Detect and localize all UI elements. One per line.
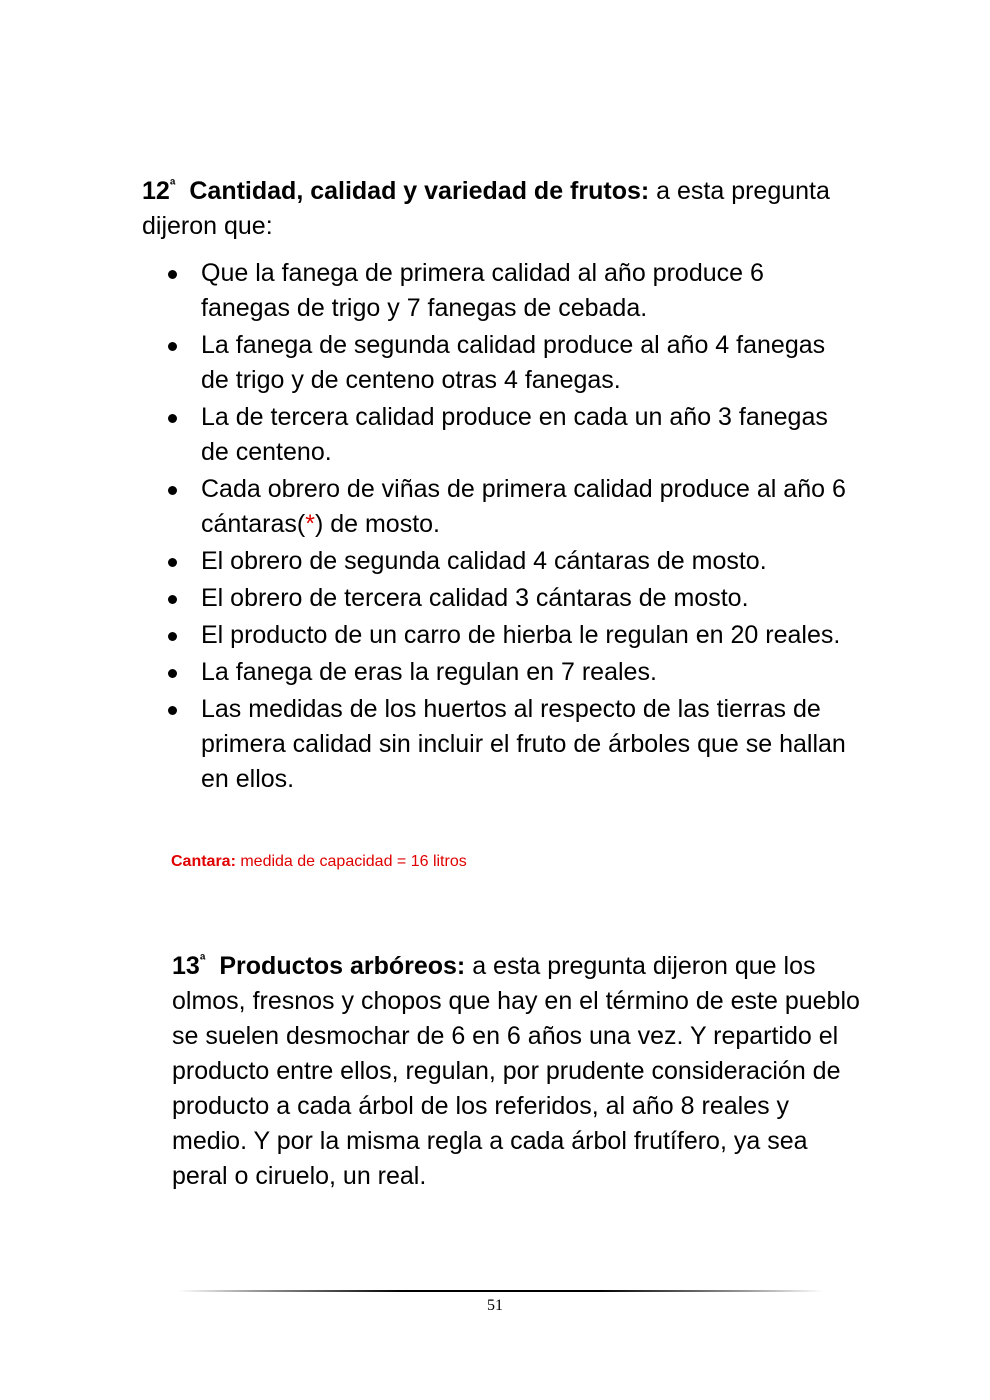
section-12-text: a esta pregunta dijeron que: (142, 177, 830, 240)
answer-list (168, 256, 858, 799)
list-item: Cada obrero de viñas de primera calidad produce al año 6 cántaras(*) de mosto. (168, 472, 858, 542)
section-13-heading: Productos arbóreos: (219, 952, 466, 980)
bullet-icon (168, 669, 177, 678)
section-12-number: $12^ª$ (142, 177, 176, 205)
bullet-icon (168, 632, 177, 641)
footnote-term: Cantara: (171, 853, 236, 870)
list-item: Que la fanega de primera calidad al año produce 6 fanegas de trigo y 7 fanegas de cebada. (168, 256, 858, 326)
section-13-text: a esta pregunta dijeron que los olmos, fresnos y chopos que hay en el término de este pueblo se suelen desmochar de 6 en 6 años una vez. Y repartido el producto entre ellos, regulan, por prudente consideración de producto a cada árbol de los referidos, al año 8 reales y medio. Y por la misma regla a cada árbol frutífero, ya sea peral o ciruelo, un real. (172, 952, 860, 1190)
page-number: 51 (487, 1297, 503, 1314)
bullet-icon (168, 486, 177, 495)
section-13-number: $13^ª$ (172, 952, 206, 980)
bullet-icon (168, 414, 177, 423)
list-item: El obrero de segunda calidad 4 cántaras de mosto. (168, 544, 858, 579)
list-item: La fanega de eras la regulan en 7 reales. (168, 655, 858, 690)
section-13 (172, 943, 862, 1194)
footnote-marker: * (305, 510, 315, 538)
bullet-icon (168, 558, 177, 567)
footer-divider (178, 1290, 823, 1292)
bullet-icon (168, 270, 177, 279)
list-item: La de tercera calidad produce en cada un año 3 fanegas de centeno. (168, 400, 858, 470)
bullet-icon (168, 595, 177, 604)
bullet-icon (168, 342, 177, 351)
section-12 (142, 168, 842, 244)
footnote (171, 852, 467, 872)
bullet-icon (168, 706, 177, 715)
footnote-definition: medida de capacidad = 16 litros (235, 853, 467, 870)
list-item: La fanega de segunda calidad produce al año 4 fanegas de trigo y de centeno otras 4 fanegas. (168, 328, 858, 398)
section-12-heading: Cantidad, calidad y variedad de frutos: (189, 177, 650, 205)
list-item: Las medidas de los huertos al respecto de las tierras de primera calidad sin incluir el fruto de árboles que se hallan en ellos. (168, 692, 858, 797)
list-item: El producto de un carro de hierba le regulan en 20 reales. (168, 618, 858, 653)
list-item: El obrero de tercera calidad 3 cántaras de mosto. (168, 581, 858, 616)
